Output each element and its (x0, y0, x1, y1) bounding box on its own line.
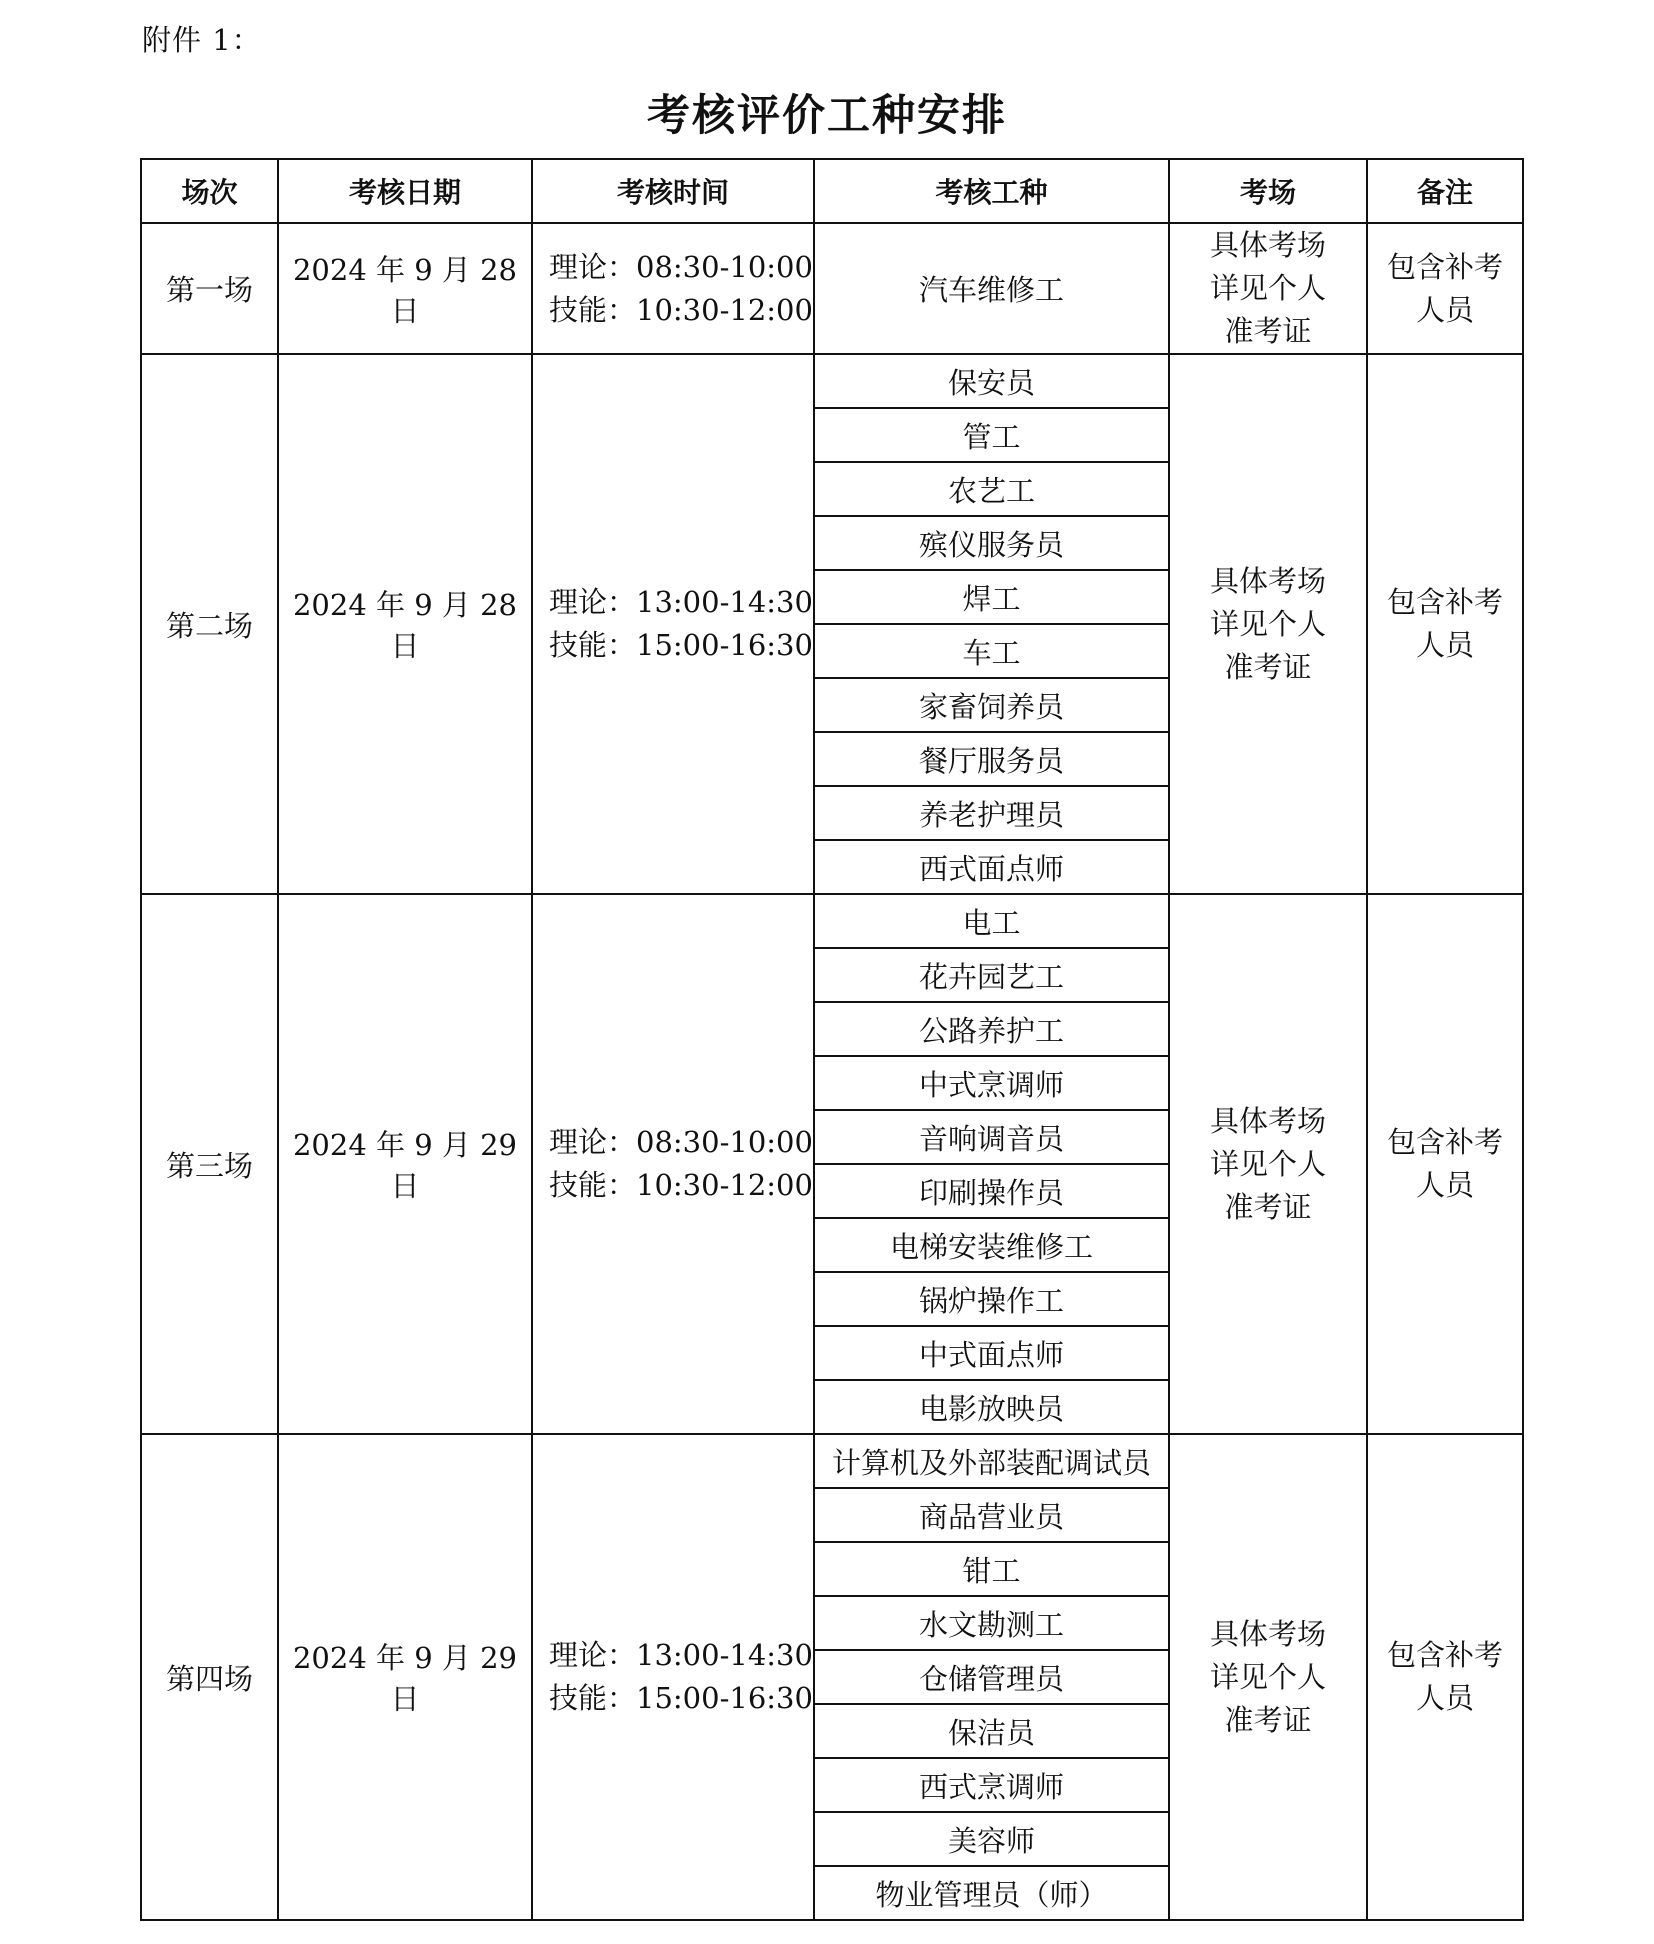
trade-cell: 焊工 (814, 570, 1169, 624)
trade-cell: 公路养护工 (814, 1002, 1169, 1056)
trade-cell: 中式烹调师 (814, 1056, 1169, 1110)
remark-line: 包含补考 (1386, 1125, 1503, 1159)
session-date-text: 2024 年 9 月 28 日 (292, 252, 518, 328)
venue-line: 具体考场 (1209, 563, 1326, 598)
remark-line: 人员 (1415, 628, 1474, 662)
trade-cell: 仓储管理员 (814, 1650, 1169, 1704)
trade-cell: 锅炉操作工 (814, 1272, 1169, 1326)
remark-cell (1367, 1434, 1523, 1920)
remark-line: 包含补考 (1386, 585, 1503, 619)
remark-line: 人员 (1415, 1168, 1474, 1202)
trade-cell: 花卉园艺工 (814, 948, 1169, 1002)
trade-cell: 西式烹调师 (814, 1758, 1169, 1812)
venue-cell (1169, 223, 1367, 354)
trade-cell: 餐厅服务员 (814, 732, 1169, 786)
trade-cell: 电影放映员 (814, 1380, 1169, 1434)
session-name (141, 1434, 278, 1920)
trade-cell: 汽车维修工 (814, 223, 1169, 354)
trade-cell: 印刷操作员 (814, 1164, 1169, 1218)
trade-cell: 电工 (814, 894, 1169, 948)
session-name-text: 第三场 (165, 1148, 253, 1183)
trade-cell: 电梯安装维修工 (814, 1218, 1169, 1272)
remark-line: 包含补考 (1386, 249, 1503, 284)
session-name (141, 894, 278, 1434)
header-time: 考核时间 (532, 159, 814, 223)
session-time (532, 354, 814, 894)
trade-cell: 西式面点师 (814, 840, 1169, 894)
trade-cell: 家畜饲养员 (814, 678, 1169, 732)
attachment-label: 附件 1： (142, 23, 262, 57)
theory-time: 理论：08:30-10:00 (549, 249, 813, 284)
session-name (141, 354, 278, 894)
session-row (141, 1434, 1523, 1488)
venue-line: 详见个人 (1209, 1659, 1326, 1694)
header-row (141, 159, 1523, 223)
skill-time: 技能：15:00-16:30 (549, 1681, 813, 1715)
trade-cell: 计算机及外部装配调试员 (814, 1434, 1169, 1488)
session-date (278, 354, 532, 894)
session-name-text: 第四场 (165, 1661, 253, 1696)
venue-cell (1169, 354, 1367, 894)
trade-cell: 钳工 (814, 1542, 1169, 1596)
venue-line: 准考证 (1224, 314, 1312, 348)
session-date (278, 1434, 532, 1920)
session-date-text: 2024 年 9 月 29 日 (292, 1128, 518, 1203)
venue-line: 具体考场 (1209, 1616, 1326, 1651)
skill-time: 技能：10:30-12:00 (549, 1168, 813, 1202)
session-date (278, 894, 532, 1434)
session-row (141, 894, 1523, 948)
trade-cell: 车工 (814, 624, 1169, 678)
trade-cell: 农艺工 (814, 462, 1169, 516)
trade-cell: 管工 (814, 408, 1169, 462)
header-trade: 考核工种 (814, 159, 1169, 223)
venue-line: 具体考场 (1209, 1103, 1326, 1138)
session-time (532, 1434, 814, 1920)
session-name-text: 第一场 (165, 273, 253, 307)
session-row (141, 223, 1523, 354)
trade-cell: 水文勘测工 (814, 1596, 1169, 1650)
venue-line: 详见个人 (1209, 271, 1326, 305)
session-row (141, 354, 1523, 408)
trade-cell: 殡仪服务员 (814, 516, 1169, 570)
remark-line: 包含补考 (1386, 1638, 1503, 1672)
theory-time: 理论：13:00-14:30 (549, 585, 813, 619)
remark-cell (1367, 223, 1523, 354)
skill-time: 技能：15:00-16:30 (549, 628, 813, 662)
session-date-text: 2024 年 9 月 29 日 (292, 1641, 518, 1716)
trade-cell: 音响调音员 (814, 1110, 1169, 1164)
venue-line: 详见个人 (1209, 606, 1326, 641)
venue-line: 详见个人 (1209, 1146, 1326, 1181)
theory-time: 理论：08:30-10:00 (549, 1125, 813, 1159)
trade-cell: 保安员 (814, 354, 1169, 408)
header-venue: 考场 (1169, 159, 1367, 223)
trade-cell: 商品营业员 (814, 1488, 1169, 1542)
theory-time: 理论：13:00-14:30 (549, 1638, 813, 1672)
session-time (532, 223, 814, 354)
session-name-text: 第二场 (165, 608, 253, 643)
trade-cell: 养老护理员 (814, 786, 1169, 840)
remark-line: 人员 (1415, 292, 1474, 327)
trade-cell: 中式面点师 (814, 1326, 1169, 1380)
session-name (141, 223, 278, 354)
remark-line: 人员 (1415, 1681, 1474, 1715)
session-time (532, 894, 814, 1434)
remark-cell (1367, 354, 1523, 894)
schedule-body (141, 223, 1523, 1920)
skill-time: 技能：10:30-12:00 (549, 292, 813, 327)
header-date: 考核日期 (278, 159, 532, 223)
trade-cell: 保洁员 (814, 1704, 1169, 1758)
venue-cell (1169, 894, 1367, 1434)
header-session: 场次 (141, 159, 278, 223)
trade-cell: 美容师 (814, 1812, 1169, 1866)
venue-cell (1169, 1434, 1367, 1920)
header-remark: 备注 (1367, 159, 1523, 223)
venue-line: 准考证 (1224, 1702, 1312, 1737)
venue-line: 具体考场 (1209, 228, 1326, 262)
session-date-text: 2024 年 9 月 28 日 (292, 588, 518, 663)
session-date (278, 223, 532, 354)
venue-line: 准考证 (1224, 1189, 1312, 1224)
trade-cell: 物业管理员（师） (814, 1866, 1169, 1920)
schedule-table (140, 158, 1524, 1921)
page-title: 考核评价工种安排 (647, 91, 1007, 141)
venue-line: 准考证 (1224, 649, 1312, 684)
remark-cell (1367, 894, 1523, 1434)
